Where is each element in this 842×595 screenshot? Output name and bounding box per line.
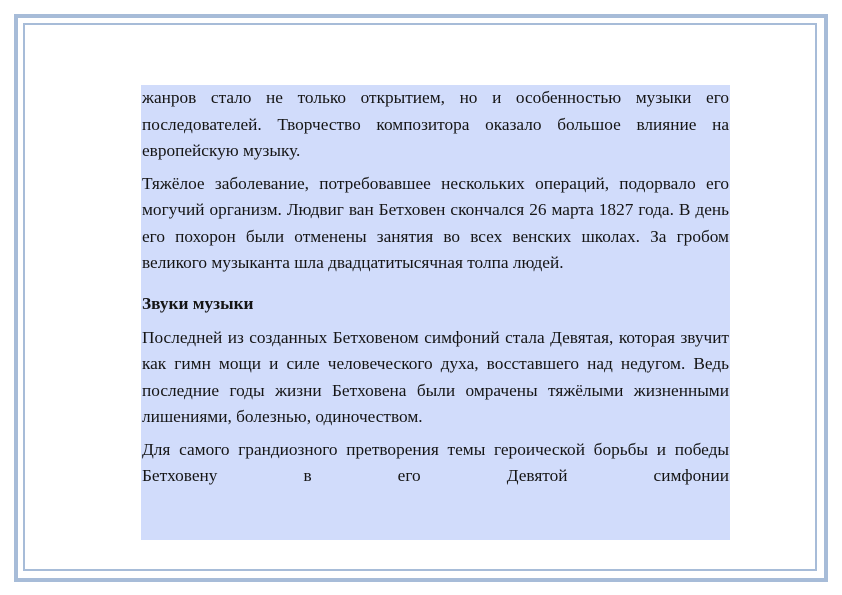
highlighted-text-block xyxy=(141,85,730,540)
paragraph-4: Для самого грандиозного претворения темы героической борьбы и победы Бетховену в его Девятой симфонии xyxy=(142,439,729,485)
section-heading: Звуки музыки xyxy=(142,293,254,313)
paragraph-1: жанров стало не только открытием, но и особенностью музыки его последователей. Творчество композитора оказало большое влияние на европейскую музыку. xyxy=(142,88,729,160)
paragraph-2: Тяжёлое заболевание, потребовавшее нескольких операций, подорвало его могучий организм. Людвиг ван Бетховен скончался 26 марта 1827 года. В день его похорон были отменены занятия во всех венских школах. За гробом великого музыканта шла двадцатитысячная толпа людей. xyxy=(142,173,729,272)
paragraph-3: Последней из созданных Бетховеном симфоний стала Девятая, которая звучит как гимн мощи и силе человеческого духа, восставшего над недугом. Ведь последние годы жизни Бетховена были омрачены тяжёлыми жизненными лишениями, болезнью, одиночеством. xyxy=(142,327,729,426)
